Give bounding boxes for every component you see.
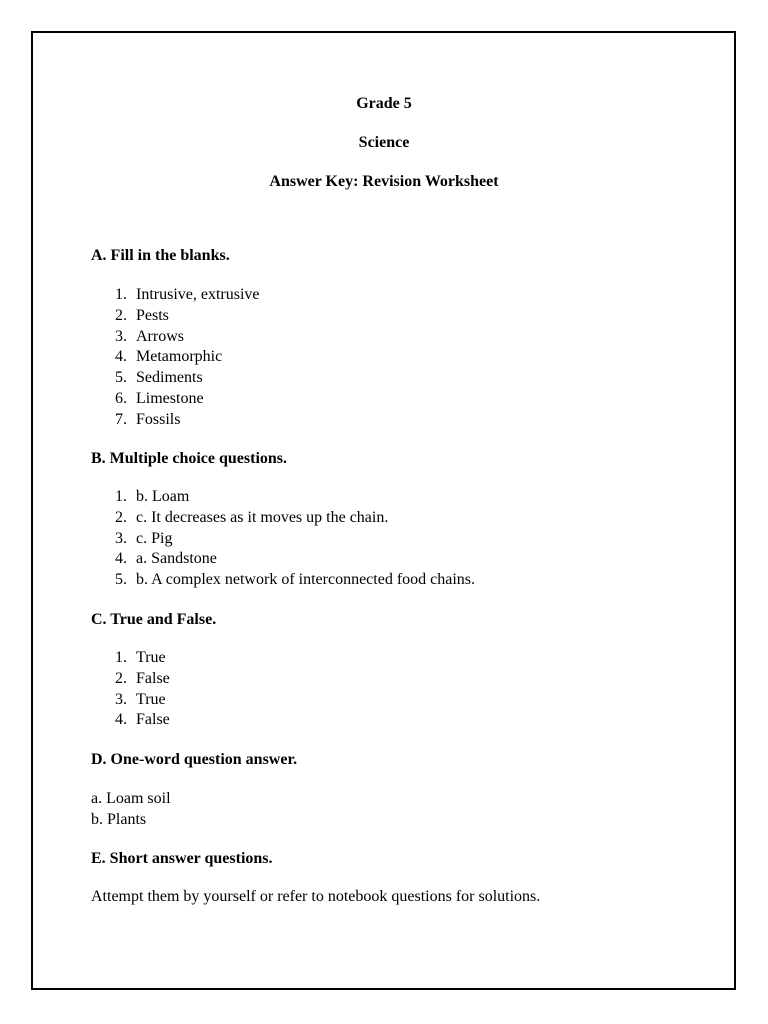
answer-text: b. Loam <box>136 488 190 505</box>
item-number: 6. <box>115 389 127 407</box>
answer-text: c. Pig <box>136 529 173 547</box>
answer-text: a. Sandstone <box>136 550 217 568</box>
answer-text: b. A complex network of interconnected food chains. <box>136 571 476 589</box>
item-number: 1. <box>115 286 127 303</box>
item-number: 7. <box>115 410 127 428</box>
answer-text: Sediments <box>136 369 203 387</box>
section-b-title: B. Multiple choice questions. <box>91 450 288 467</box>
answer-text: Pests <box>136 306 169 324</box>
item-number: 1. <box>115 649 127 666</box>
subject-heading: Science <box>358 134 410 151</box>
section-d-title: D. One-word question answer. <box>91 751 298 768</box>
list-item <box>91 529 475 550</box>
answer-text: False <box>136 669 170 687</box>
item-number: 2. <box>115 508 127 526</box>
section-e-text: Attempt them by yourself or refer to notebook questions for solutions. <box>91 888 541 905</box>
answer-text: Metamorphic <box>136 348 223 366</box>
list-item <box>91 389 260 410</box>
list-item <box>91 306 260 327</box>
item-number: 3. <box>115 327 127 345</box>
list-item <box>91 487 475 508</box>
list-item <box>91 347 260 368</box>
answer-text: Fossils <box>136 410 181 428</box>
section-d-line-b: b. Plants <box>91 811 147 828</box>
section-d-line-a: a. Loam soil <box>91 790 171 807</box>
item-number: 2. <box>115 669 127 687</box>
list-item <box>91 690 170 711</box>
section-b-list <box>91 487 475 591</box>
answer-text: Arrows <box>136 327 184 345</box>
list-item <box>91 648 170 669</box>
list-item <box>91 410 260 431</box>
answer-text: True <box>136 690 166 708</box>
answer-text: Intrusive, extrusive <box>136 286 260 303</box>
section-e-title: E. Short answer questions. <box>91 850 273 867</box>
item-number: 1. <box>115 488 127 505</box>
item-number: 2. <box>115 306 127 324</box>
list-item <box>91 508 475 529</box>
item-number: 4. <box>115 550 127 568</box>
answer-text: Limestone <box>136 389 204 407</box>
item-number: 3. <box>115 690 127 708</box>
list-item <box>91 285 260 306</box>
list-item <box>91 327 260 348</box>
item-number: 3. <box>115 529 127 547</box>
section-c-list <box>91 648 170 731</box>
answer-text: False <box>136 711 170 729</box>
item-number: 5. <box>115 571 127 589</box>
list-item <box>91 710 170 731</box>
answer-text: True <box>136 649 166 666</box>
list-item <box>91 570 475 591</box>
worksheet-title: Answer Key: Revision Worksheet <box>269 173 499 190</box>
list-item <box>91 669 170 690</box>
section-c-title: C. True and False. <box>91 611 217 628</box>
grade-heading: Grade 5 <box>356 95 412 112</box>
section-a-list <box>91 285 260 431</box>
item-number: 5. <box>115 369 127 387</box>
answer-text: c. It decreases as it moves up the chain. <box>136 508 389 526</box>
list-item <box>91 549 475 570</box>
item-number: 4. <box>115 711 127 729</box>
list-item <box>91 368 260 389</box>
item-number: 4. <box>115 348 127 366</box>
section-a-title: A. Fill in the blanks. <box>91 247 230 264</box>
